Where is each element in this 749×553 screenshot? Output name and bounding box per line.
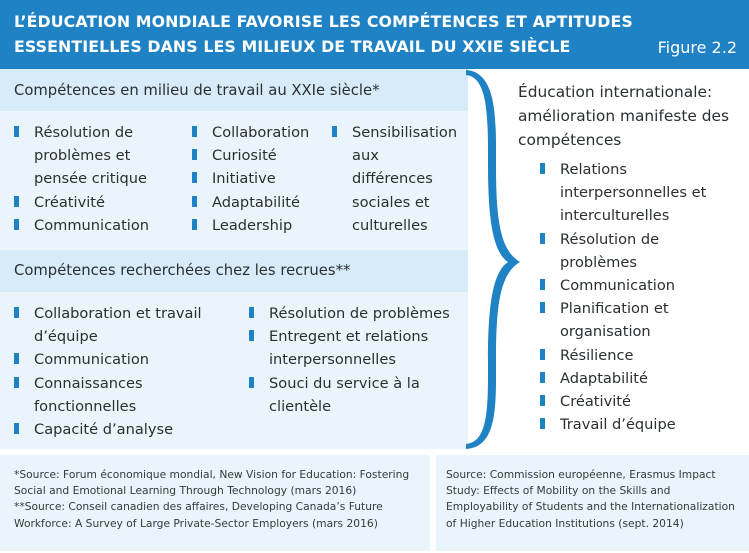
list-item: Relations interpersonnelles et interculturelles <box>538 158 738 228</box>
list-item: Résolution de problèmes <box>538 228 738 274</box>
list-item: Collaboration <box>190 121 330 144</box>
list-item: Entregent et relations interpersonnelles <box>247 325 462 371</box>
right-column-list <box>538 158 738 436</box>
list-item: Sensibilisation aux différences sociales et culturelles <box>330 121 462 237</box>
list-item: Initiative <box>190 167 330 190</box>
bullet-icon <box>540 279 545 290</box>
section-1-title: Compétences en milieu de travail au XXIe siècle* <box>14 82 380 99</box>
list-item: Communication <box>12 348 212 371</box>
list-item: Communication <box>538 274 738 297</box>
list-item: Capacité d’analyse <box>12 418 212 441</box>
bullet-icon <box>540 233 545 244</box>
figure-number: Figure 2.2 <box>657 38 737 57</box>
bullet-icon <box>540 302 545 313</box>
list-item: Curiosité <box>190 144 330 167</box>
list-item: Connaissances fonctionnelles <box>12 372 212 418</box>
list-item: Communication <box>12 214 182 237</box>
bullet-icon <box>540 418 545 429</box>
list-item: Adaptabilité <box>190 191 330 214</box>
brace-shape <box>466 70 520 449</box>
source-note-right: Source: Commission européenne, Erasmus Impact Study: Effects of Mobility on the Skills and Employability of Students and the Internationalization of Higher Education Institutions (sept. 2014) <box>446 468 735 530</box>
figure-title-line-2: ESSENTIELLES DANS LES MILIEUX DE TRAVAIL DU XXIE SIÈCLE <box>14 37 571 56</box>
list-item: Planification et organisation <box>538 297 738 343</box>
list-item: Leadership <box>190 214 330 237</box>
section-2-title: Compétences recherchées chez les recrues** <box>14 262 351 279</box>
bullet-icon <box>540 395 545 406</box>
list-item: Résolution de problèmes <box>247 302 462 325</box>
figure-title-line-1: L’ÉDUCATION MONDIALE FAVORISE LES COMPÉTENCES ET APTITUDES <box>14 12 633 31</box>
bullet-icon <box>540 163 545 174</box>
list-item: Créativité <box>12 191 182 214</box>
list-item: Travail d’équipe <box>538 413 738 436</box>
list-item: Collaboration et travail d’équipe <box>12 302 212 348</box>
list-item: Résilience <box>538 344 738 367</box>
list-item: Résolution de problèmes et pensée critique <box>12 121 182 191</box>
list-item: Souci du service à la clientèle <box>247 372 462 418</box>
bullet-icon <box>540 349 545 360</box>
right-column-title: Éducation internationale: amélioration manifeste des compétences <box>518 83 730 149</box>
list-item: Créativité <box>538 390 738 413</box>
bullet-icon <box>540 372 545 383</box>
list-item: Adaptabilité <box>538 367 738 390</box>
source-note-left: *Source: Forum économique mondial, New Vision for Education: Fostering Social and Emotional Learning Through Technology (mars 2016) **Source: Conseil canadien des affaires, Developing Canada’s Future Workforce: A Survey of Large Private-Sector Employers (mars 2016) <box>14 468 410 530</box>
